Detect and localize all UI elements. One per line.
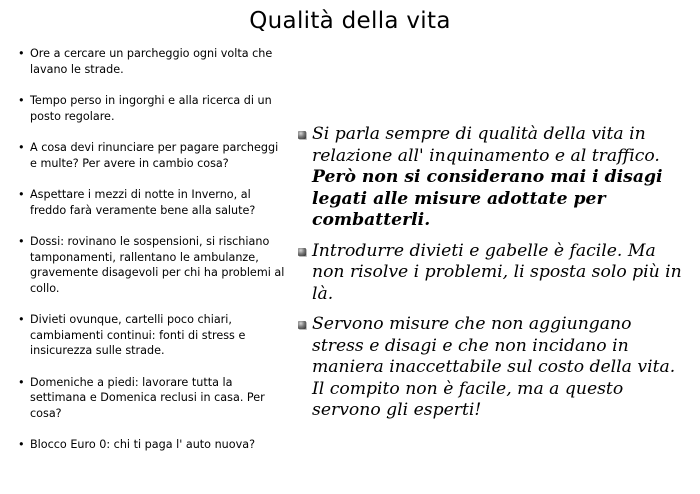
list-item-text: Si parla sempre di qualità della vita in relazione all' inquinamento e al traffico. (312, 124, 660, 166)
list-item-text: Dossi: rovinano le sospensioni, si rischiano tamponamenti, rallentano le ambulanze, gravemente disagevoli per chi ha problemi al collo. (30, 235, 285, 295)
list-item-text: Tempo perso in ingorghi e alla ricerca di un posto regolare. (30, 94, 272, 123)
list-item-text: Domeniche a piedi: lavorare tutta la settimana e Domenica reclusi in casa. Per cosa? (30, 375, 265, 420)
list-item (298, 241, 682, 306)
list-item (18, 140, 286, 171)
bullet-dot-icon: • (18, 188, 25, 201)
list-item (18, 46, 286, 77)
square-bullet-icon (298, 131, 306, 139)
list-item-text: Aspettare i mezzi di notte in Inverno, al freddo farà veramente bene alla salute? (30, 188, 256, 217)
bullet-dot-icon: • (18, 94, 25, 107)
list-item (298, 314, 682, 422)
list-item (18, 187, 286, 218)
list-item-text: A cosa devi rinunciare per pagare parcheggi e multe? Per avere in cambio cosa? (30, 141, 279, 170)
page-title: Qualità della vita (249, 8, 451, 34)
bullet-dot-icon: • (18, 438, 25, 451)
left-bullet-list (18, 46, 286, 469)
right-bullet-list (298, 124, 682, 431)
bullet-dot-icon: • (18, 235, 25, 248)
list-item-text: Blocco Euro 0: chi ti paga l' auto nuova? (30, 438, 256, 451)
list-item-text: Ore a cercare un parcheggio ogni volta che lavano le strade. (30, 47, 273, 76)
list-item (18, 375, 286, 422)
list-item-text: Divieti ovunque, cartelli poco chiari, cambiamenti continui: fonti di stress e insicurezza sulle strade. (30, 313, 246, 357)
list-item-text: Servono misure che non aggiungano stress e disagi e che non incidano in maniera inaccettabile sul costo della vita. Il compito non è facile, ma a questo servono gli esperti! (312, 314, 676, 420)
list-item-text: Introdurre divieti e gabelle è facile. Ma non risolve i problemi, li sposta solo più in là. (312, 240, 682, 304)
square-bullet-icon (298, 248, 306, 256)
list-item (298, 124, 682, 232)
list-item (18, 312, 286, 359)
bullet-dot-icon: • (18, 375, 25, 389)
list-item (18, 234, 286, 296)
bullet-dot-icon: • (18, 47, 25, 60)
list-item-bold-text: Però non si considerano mai i disagi legati alle misure adottate per combatterli. (312, 167, 663, 230)
square-bullet-icon (298, 321, 306, 329)
bullet-dot-icon: • (18, 141, 25, 154)
bullet-dot-icon: • (18, 313, 25, 326)
list-item (18, 93, 286, 124)
list-item (18, 437, 286, 453)
